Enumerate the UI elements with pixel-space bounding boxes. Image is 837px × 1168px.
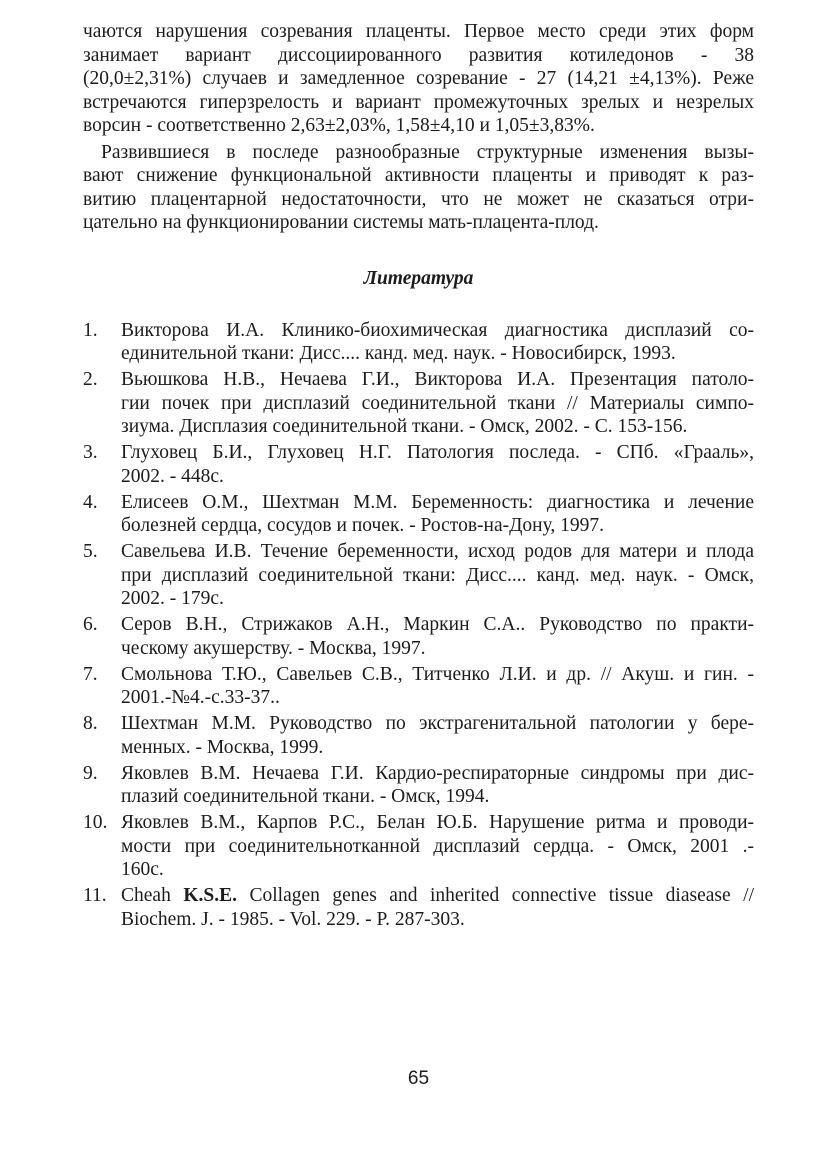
reference-line: Смольнова Т.Ю., Савельев С.В., Титченко Л.И. и др. // Акуш. и гин. - — [121, 663, 754, 685]
reference-item-7 — [83, 663, 754, 710]
reference-number: 7. — [83, 663, 98, 685]
reference-line: болезней сердца, сосудов и почек. - Ростов-на-Дону, 1997. — [121, 515, 605, 536]
reference-line: плазий соединительной ткани. - Омск, 1994. — [121, 786, 490, 807]
reference-author-bold: K.S.E. — [183, 885, 237, 906]
text-line: занимает вариант диссоциированного развития котиледонов - 38 — [83, 44, 754, 66]
reference-text — [121, 762, 754, 809]
reference-line: 2002. - 179с. — [121, 588, 224, 609]
reference-line: мости при соединительнотканной дисплазий сердца. - Омск, 2001 .- — [121, 835, 754, 857]
reference-number: 9. — [83, 762, 98, 784]
reference-text — [121, 491, 754, 538]
reference-list — [83, 319, 754, 932]
reference-number: 6. — [83, 614, 98, 635]
reference-item-11 — [83, 884, 754, 931]
reference-line: Яковлев В.М. Нечаева Г.И. Кардио-респираторные синдромы при дис- — [121, 762, 754, 784]
reference-item-4 — [83, 491, 754, 538]
text-line: встречаются гиперзрелость и вариант промежуточных зрелых и незрелых — [83, 91, 754, 113]
reference-line: Серов В.Н., Стрижаков А.Н., Маркин С.А.. Руководство по практи- — [121, 614, 754, 635]
reference-item-3 — [83, 441, 754, 488]
reference-line: зиума. Дисплазия соединительной ткани. - Омск, 2002. - С. 153-156. — [121, 416, 688, 437]
reference-text — [121, 441, 754, 488]
literature-heading: Литература — [363, 267, 474, 289]
text-line: ворсин - соответственно 2,63±2,03%, 1,58±4,10 и 1,05±3,83%. — [83, 115, 595, 136]
reference-line: 160с. — [121, 859, 164, 880]
reference-text — [121, 663, 754, 710]
reference-text — [121, 368, 754, 439]
reference-line: гии почек при дисплазий соединительной ткани // Материалы симпо- — [121, 392, 754, 414]
reference-line: 2001.-№4.-с.33-37.. — [121, 687, 280, 708]
reference-line: Шехтман М.М. Руководство по экстрагенитальной патологии у бере- — [121, 713, 754, 734]
text-line: витию плацентарной недостаточности, что не может не сказаться отри- — [83, 188, 754, 210]
reference-line: 2002. - 448с. — [121, 465, 224, 487]
reference-text — [121, 811, 754, 882]
reference-line: Biochem. J. - 1985. - Vol. 229. - P. 287-303. — [121, 908, 465, 930]
reference-number: 2. — [83, 369, 98, 390]
reference-item-8 — [83, 712, 754, 759]
reference-rest: Collagen genes and inherited connective tissue diasease // — [236, 885, 754, 906]
reference-line: при дисплазий соединительной ткани: Дисс.... канд. мед. наук. - Омск, — [121, 564, 754, 586]
reference-line: единительной ткани: Дисс.... канд. мед. наук. - Новосибирск, 1993. — [121, 343, 676, 364]
text-line: Развившиеся в последе разнообразные структурные изменения вызы- — [101, 141, 754, 163]
page-number: 65 — [407, 1068, 430, 1089]
page-content — [83, 20, 754, 934]
reference-item-5 — [83, 540, 754, 611]
reference-line: Яковлев В.М., Карпов Р.С., Белан Ю.Б. Нарушение ритма и проводи- — [121, 812, 754, 833]
reference-line: менных. - Москва, 1999. — [121, 736, 324, 758]
reference-text — [121, 319, 754, 366]
reference-number: 1. — [83, 319, 98, 341]
reference-text — [121, 613, 754, 660]
reference-item-9 — [83, 762, 754, 809]
body-paragraph-2 — [83, 141, 754, 235]
reference-line: Савельева И.В. Течение беременности, исход родов для матери и плода — [121, 541, 754, 562]
reference-item-10 — [83, 811, 754, 882]
reference-line: Глуховец Б.И., Глуховец Н.Г. Патология последа. - СПб. «Грааль», — [121, 442, 754, 463]
reference-item-2 — [83, 368, 754, 439]
reference-prefix: Cheah — [121, 885, 184, 906]
reference-line: Вьюшкова Н.В., Нечаева Г.И., Викторова И.А. Презентация патоло- — [121, 369, 754, 390]
reference-text — [121, 884, 754, 931]
reference-line: ческому акушерству. - Москва, 1997. — [121, 637, 426, 659]
text-line: чаются нарушения созревания плаценты. Первое место среди этих форм — [83, 21, 754, 42]
reference-line: Викторова И.А. Клинико-биохимическая диагностика дисплазий со- — [121, 319, 754, 341]
reference-text — [121, 712, 754, 759]
reference-item-1 — [83, 319, 754, 366]
reference-number: 11. — [83, 885, 107, 906]
text-line: цательно на функционировании системы мать-плацента-плод. — [83, 212, 599, 233]
reference-line — [121, 884, 754, 908]
reference-item-6 — [83, 613, 754, 660]
reference-number: 8. — [83, 713, 98, 734]
reference-number: 10. — [83, 812, 108, 833]
body-paragraph-1 — [83, 20, 754, 138]
text-line: (20,0±2,31%) случаев и замедленное созревание - 27 (14,21 ±4,13%). Реже — [83, 68, 754, 89]
text-line: вают снижение функциональной активности плаценты и приводят к раз- — [83, 165, 754, 186]
reference-number: 4. — [83, 491, 98, 513]
reference-text — [121, 540, 754, 611]
reference-line: Елисеев О.М., Шехтман М.М. Беременность: диагностика и лечение — [121, 491, 754, 513]
reference-number: 3. — [83, 442, 98, 463]
reference-number: 5. — [83, 541, 98, 562]
